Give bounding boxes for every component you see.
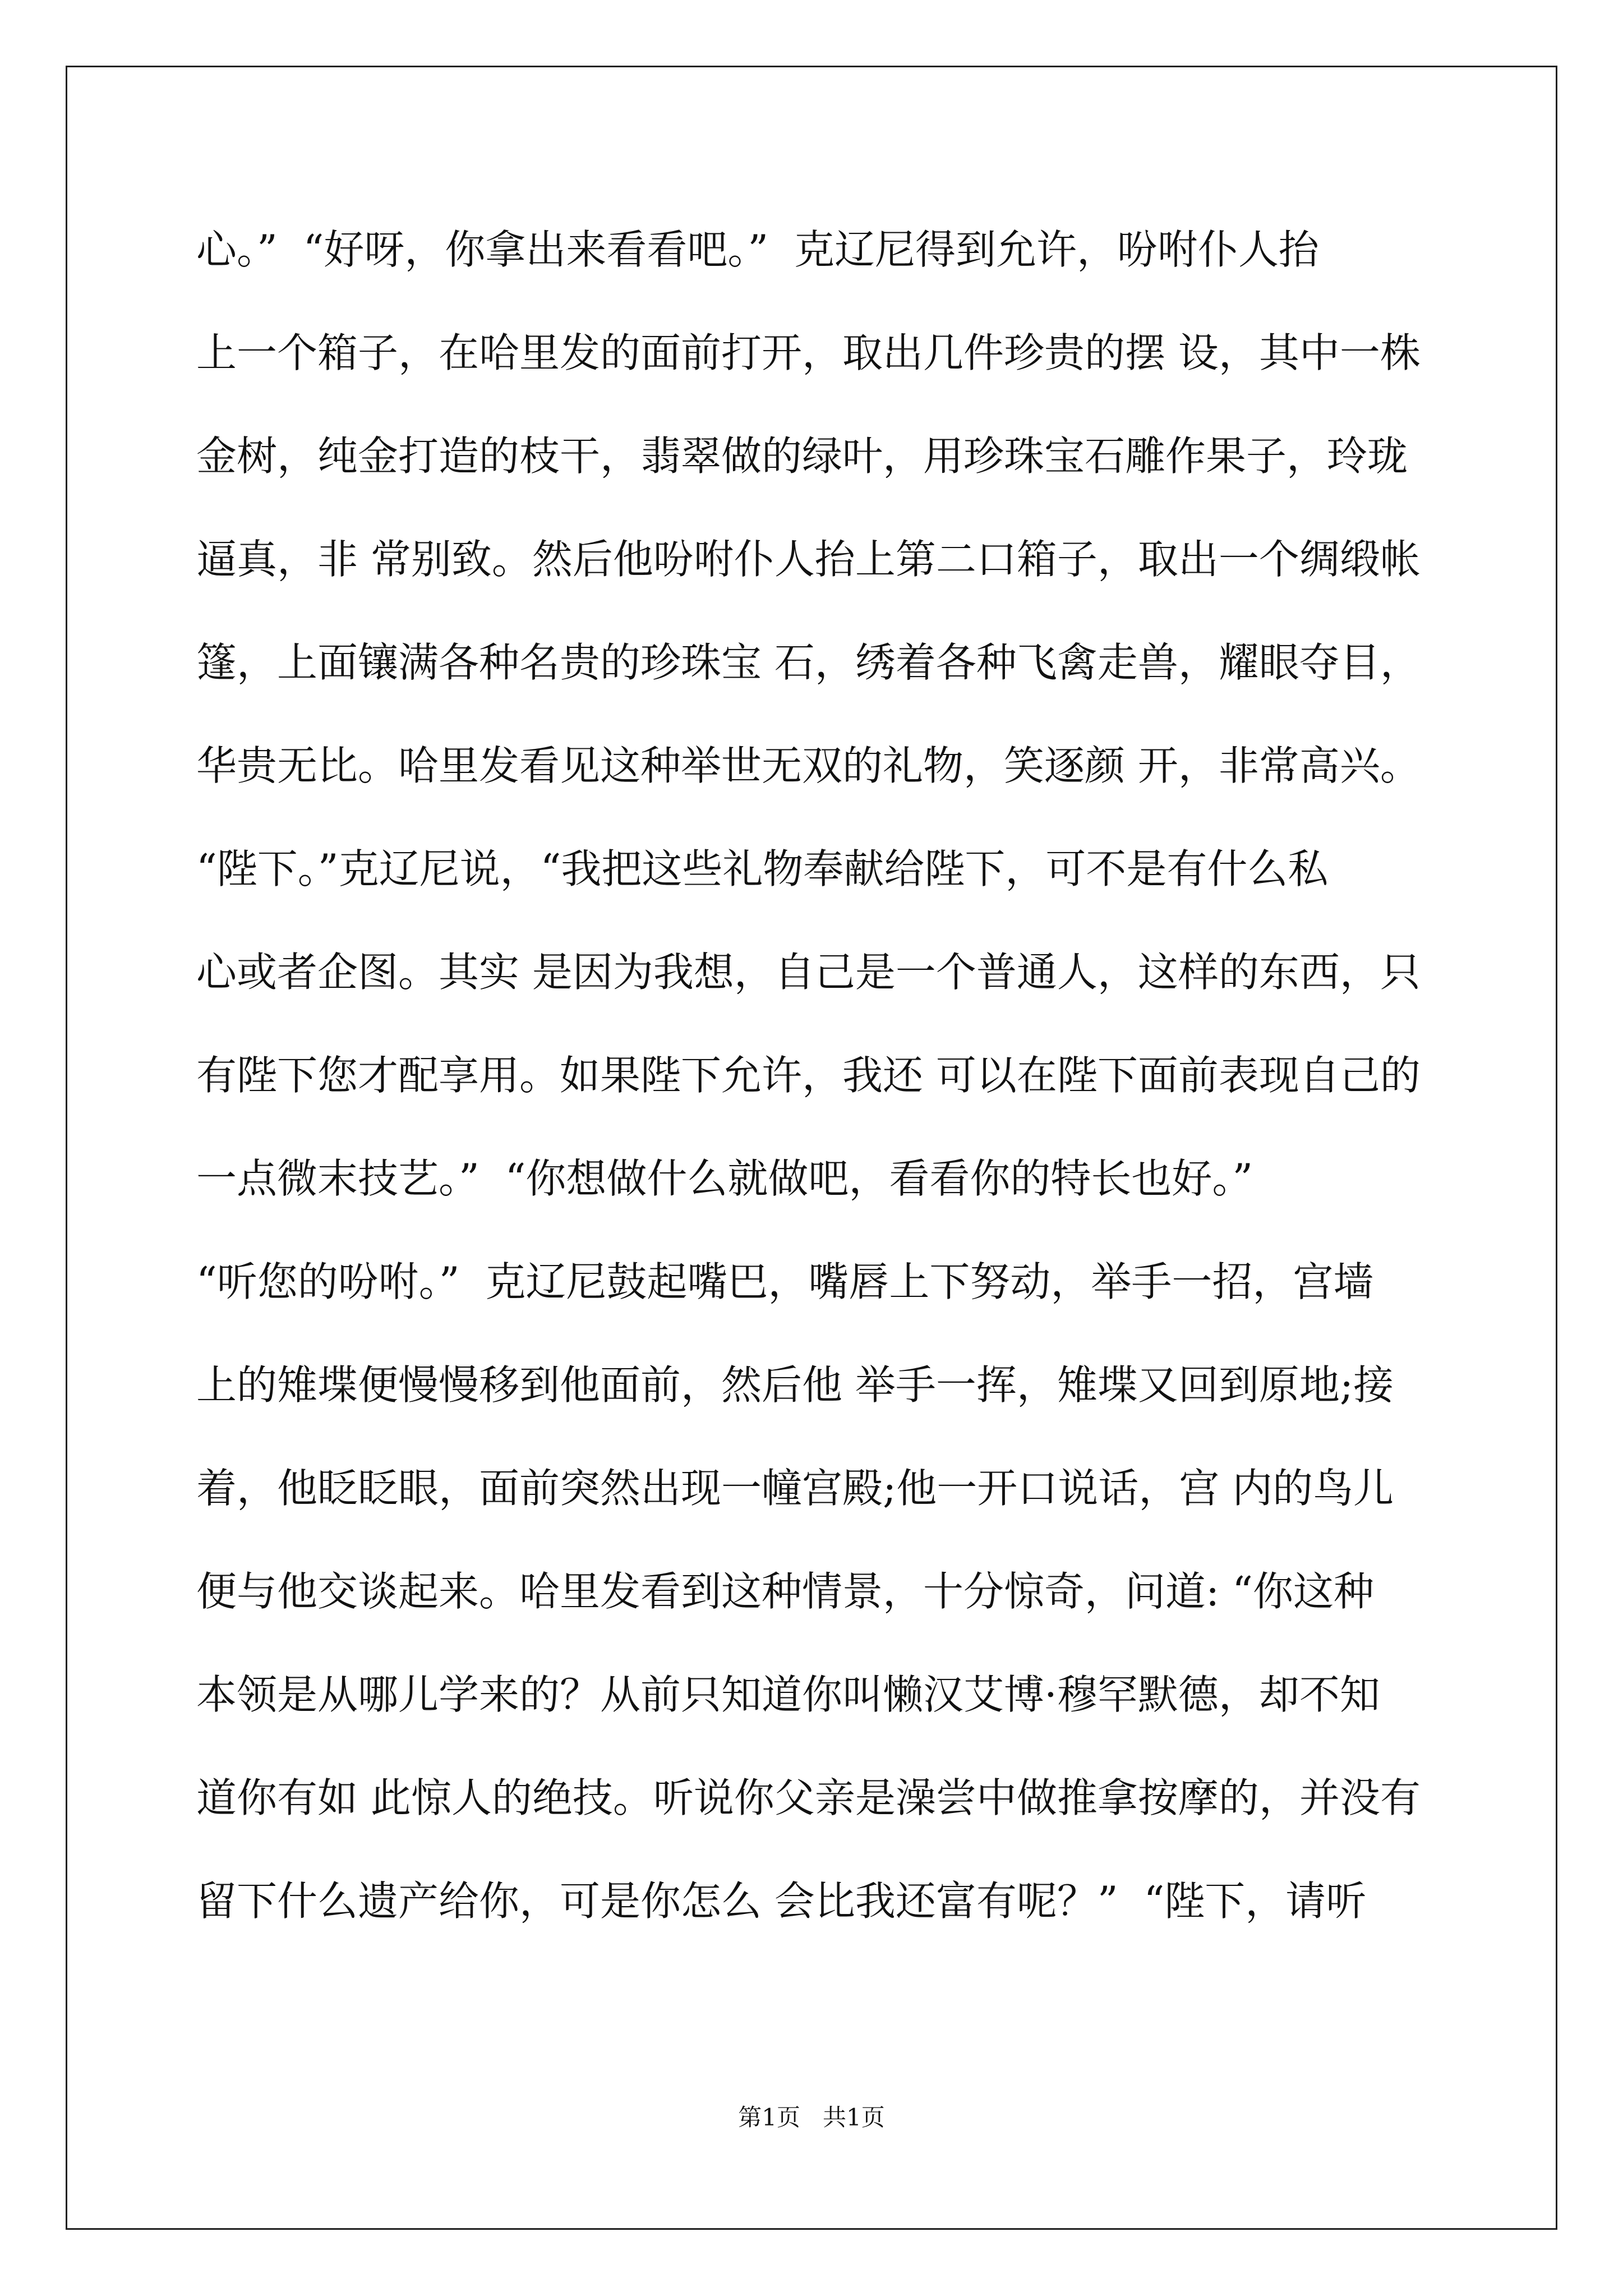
text-line: 着，他眨眨眼，面前突然出现一幢宫殿;他一开口说话，宫 内的鸟儿 [196, 1465, 1394, 1512]
body-text [196, 208, 1430, 1962]
text-line: 篷，上面镶满各种名贵的珍珠宝 石，绣着各种飞禽走兽，耀眼夺目， [196, 639, 1421, 686]
text-line: 上一个箱子，在哈里发的面前打开，取出几件珍贵的摆 设，其中一株 [196, 329, 1421, 376]
text-line: 便与他交谈起来。哈里发看到这种情景，十分惊奇，问道: “你这种 [196, 1568, 1374, 1615]
text-line: 本领是从哪儿学来的？从前只知道你叫懒汉艾博·穆罕默德，却不知 [196, 1671, 1380, 1718]
text-line: 心。” “好呀，你拿出来看看吧。” 克辽尼得到允许，吩咐仆人抬 [196, 226, 1319, 273]
text-line: 金树，纯金打造的枝干，翡翠做的绿叶，用珍珠宝石雕作果子，玲珑 [196, 432, 1408, 480]
text-line: 心或者企图。其实 是因为我想，自己是一个普通人，这样的东西，只 [196, 949, 1421, 996]
text-line: 有陛下您才配享用。如果陛下允许，我还 可以在陛下面前表现自己的 [196, 1052, 1421, 1099]
text-line: “陛下。”克辽尼说，“我把这些礼物奉献给陛下，可不是有什么私 [196, 845, 1329, 892]
text-line: “听您的吩咐。” 克辽尼鼓起嘴巴，嘴唇上下努动，举手一招，宫墙 [196, 1258, 1374, 1305]
text-line: 留下什么遗产给你，可是你怎么 会比我还富有呢？” “陛下，请听 [196, 1878, 1367, 1925]
text-line: 道你有如 此惊人的绝技。听说你父亲是澡尝中做推拿按摩的，并没有 [196, 1774, 1421, 1821]
text-line: 逼真，非 常别致。然后他吩咐仆人抬上第二口箱子，取出一个绸缎帐 [196, 536, 1421, 583]
text-line: 上的雉堞便慢慢移到他面前，然后他 举手一挥，雉堞又回到原地;接 [196, 1361, 1394, 1409]
page-footer: 第1页 共1页 [738, 2104, 885, 2131]
text-line: 华贵无比。哈里发看见这种举世无双的礼物，笑逐颜 开，非常高兴。 [196, 742, 1421, 789]
text-line: 一点微末技艺。” “你想做什么就做吧，看看你的特长也好。” [196, 1155, 1253, 1202]
